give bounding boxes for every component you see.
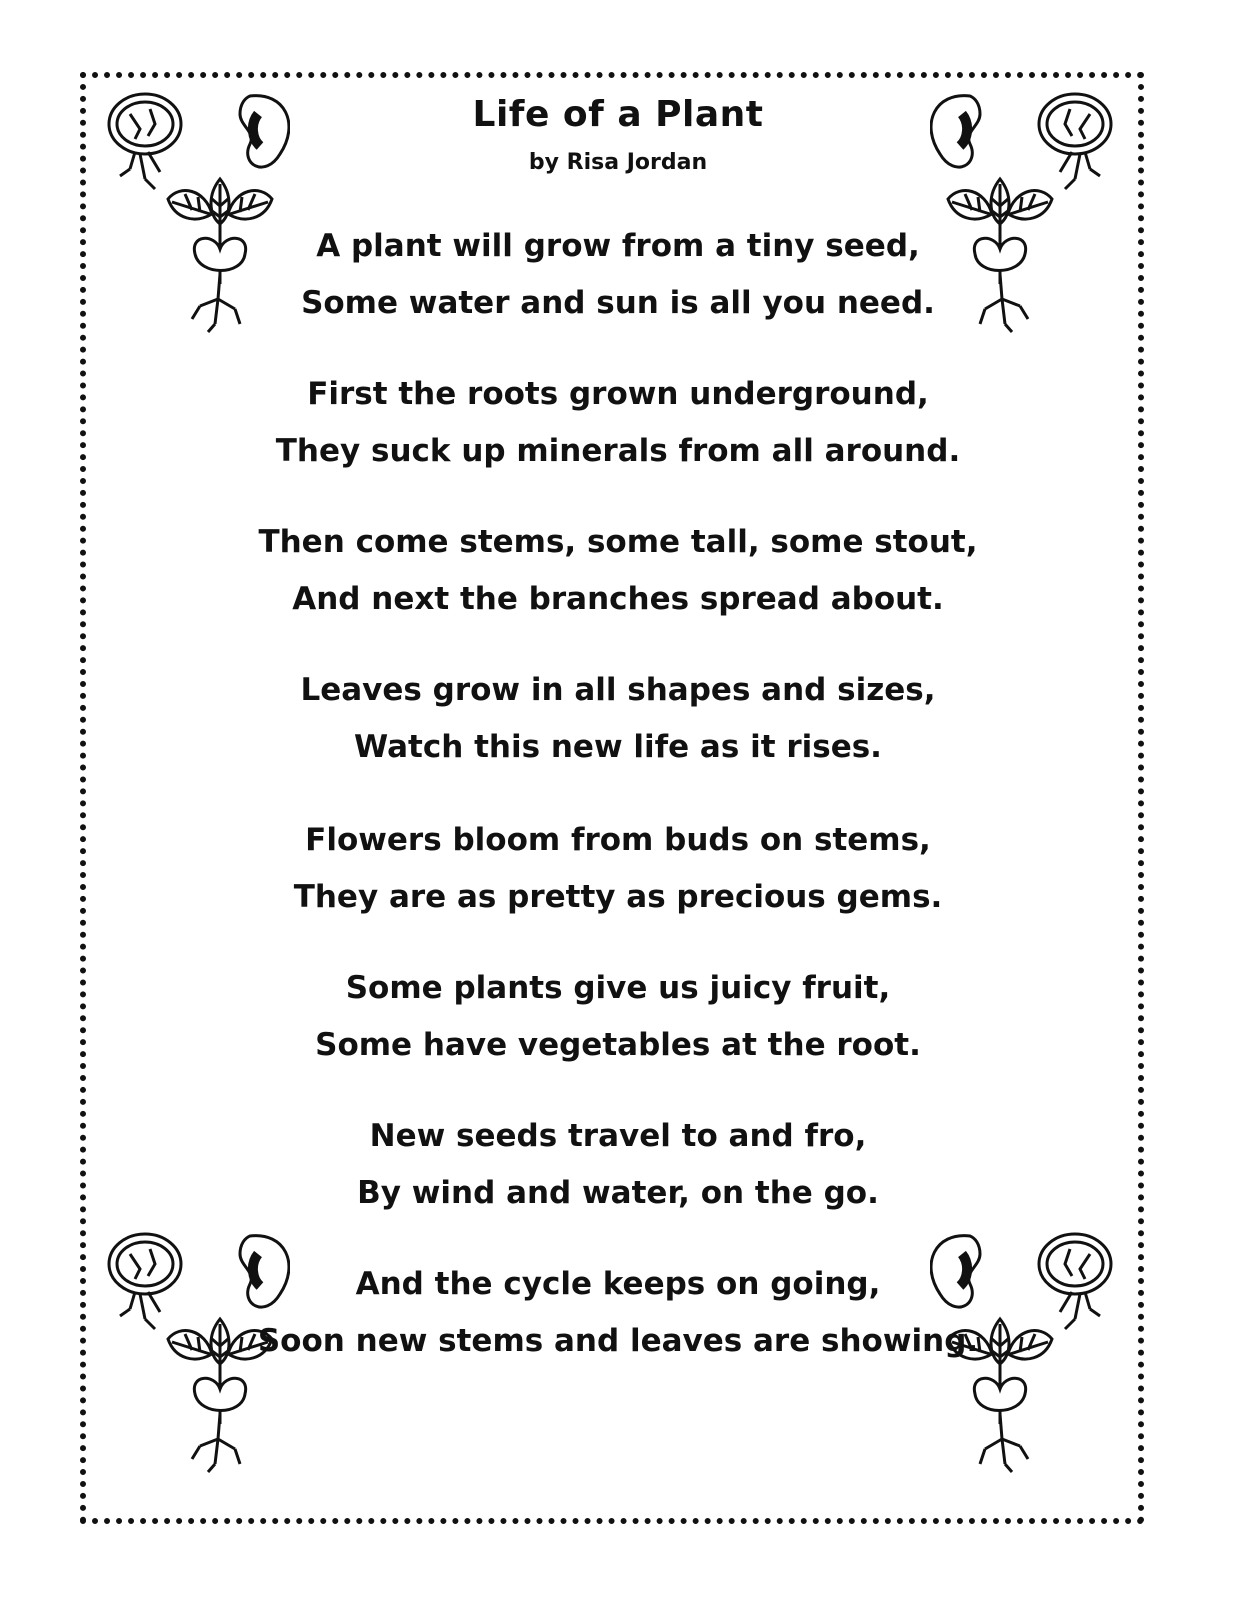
poem-line: Leaves grow in all shapes and sizes,	[300, 672, 936, 708]
poem-line: Then come stems, some tall, some stout,	[258, 524, 978, 560]
poem-line: First the roots grown underground,	[307, 376, 929, 412]
stanza	[0, 366, 1236, 480]
stanza	[0, 514, 1236, 628]
poem-line: Some have vegetables at the root.	[315, 1027, 921, 1063]
poem-byline: by Risa Jordan	[528, 150, 708, 175]
poem-line: By wind and water, on the go.	[357, 1175, 879, 1211]
poem-line: New seeds travel to and fro,	[369, 1118, 867, 1154]
stanza	[0, 662, 1236, 776]
poem-title: Life of a Plant	[472, 94, 764, 135]
poem-line: Watch this new life as it rises.	[354, 729, 882, 765]
stanza	[0, 218, 1236, 332]
stanza	[0, 960, 1236, 1074]
poem-line: They suck up minerals from all around.	[275, 433, 961, 469]
poem-line: Flowers bloom from buds on stems,	[305, 822, 931, 858]
stanza	[0, 812, 1236, 926]
poem-line: Some plants give us juicy fruit,	[345, 970, 891, 1006]
poem-line: And next the branches spread about.	[292, 581, 944, 617]
stanza	[0, 1256, 1236, 1370]
poem-line: They are as pretty as precious gems.	[293, 879, 943, 915]
poem-line: And the cycle keeps on going,	[355, 1266, 881, 1302]
poem-line: Soon new stems and leaves are showing.	[257, 1323, 979, 1359]
poem-line: A plant will grow from a tiny seed,	[316, 228, 920, 264]
stanza	[0, 1108, 1236, 1222]
poem-line: Some water and sun is all you need.	[301, 285, 935, 321]
